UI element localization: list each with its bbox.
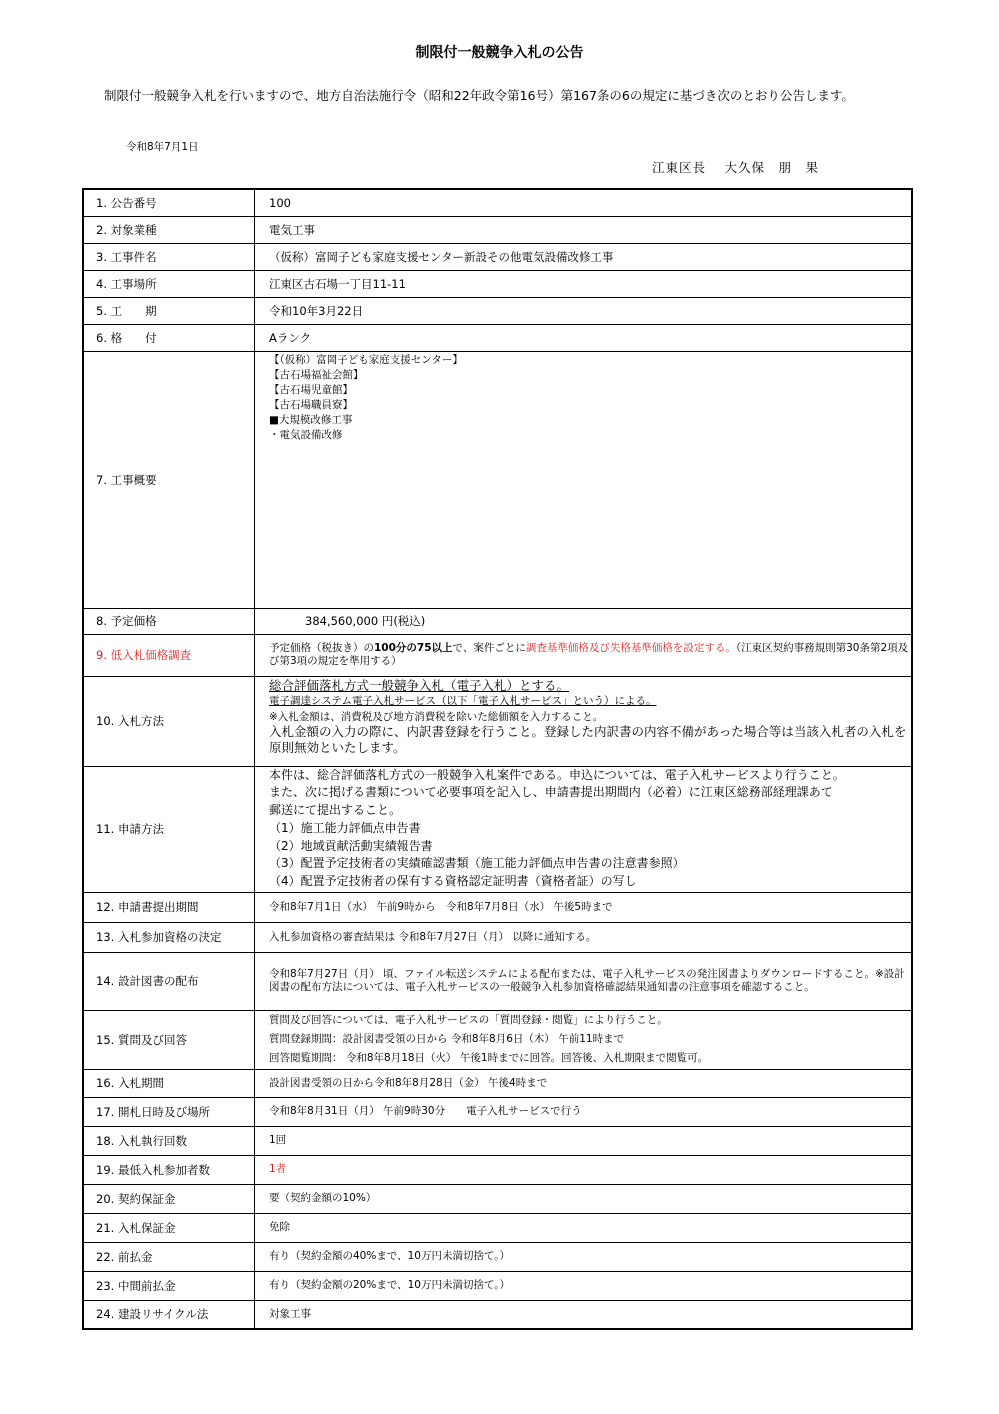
row-notice-number bbox=[83, 189, 912, 216]
row-interim-advance bbox=[83, 1271, 912, 1300]
row-value: 有り（契約金額の40%まで、10万円未満切捨て。） bbox=[255, 1242, 913, 1271]
row-label: 20. 契約保証金 bbox=[83, 1184, 255, 1213]
issuer-name: 江東区長 大久保 朋 果 bbox=[652, 160, 819, 175]
survey-ratio: 100分の75以上 bbox=[374, 642, 453, 654]
outline-line: 【古石場職員寮】 bbox=[269, 398, 353, 411]
row-value: 電気工事 bbox=[255, 216, 913, 243]
row-label: 13. 入札参加資格の決定 bbox=[83, 922, 255, 952]
row-bid-rounds bbox=[83, 1126, 912, 1155]
bid-method-line: 電子調達システム電子入札サービス（以下「電子入札サービス」という）による。 bbox=[269, 695, 657, 707]
row-value: 384,560,000 円(税込) bbox=[255, 608, 913, 634]
row-bid-deposit bbox=[83, 1213, 912, 1242]
row-label: 12. 申請書提出期間 bbox=[83, 892, 255, 922]
questions-line: 質問登録期間：設計図書受領の日から 令和8年8月6日（木） 午前11時まで bbox=[269, 1033, 625, 1045]
row-value: 1回 bbox=[255, 1126, 913, 1155]
row-design-documents bbox=[83, 952, 912, 1010]
bid-method-line: ※入札金額は、消費税及び地方消費税を除いた総価額を入力すること。 bbox=[269, 711, 604, 723]
row-opening bbox=[83, 1097, 912, 1126]
row-value: 要（契約金額の10%） bbox=[255, 1184, 913, 1213]
row-value: 設計図書受領の日から令和8年8月28日（金） 午後4時まで bbox=[255, 1069, 913, 1097]
row-label: 6. 格 付 bbox=[83, 324, 255, 351]
row-value bbox=[255, 676, 913, 766]
questions-line: 回答閲覧期間： 令和8年8月18日（火） 午後1時までに回答。回答後、入札期限まで閲覧可。 bbox=[269, 1052, 709, 1064]
row-value: 入札参加資格の審査結果は 令和8年7月27日（月） 以降に通知する。 bbox=[255, 922, 913, 952]
row-submission-period bbox=[83, 892, 912, 922]
row-label: 15. 質問及び回答 bbox=[83, 1010, 255, 1069]
row-bid-period bbox=[83, 1069, 912, 1097]
outline-line: 【古石場児童館】 bbox=[269, 383, 353, 396]
application-line: （4）配置予定技術者の保有する資格認定証明書（資格者証）の写し bbox=[269, 874, 637, 889]
row-label: 7. 工事概要 bbox=[83, 351, 255, 608]
row-label: 14. 設計図書の配布 bbox=[83, 952, 255, 1010]
application-line: （1）施工能力評価点申告書 bbox=[269, 820, 421, 835]
survey-text: 予定価格（税抜き）の bbox=[269, 642, 374, 654]
announcement-date: 令和8年7月1日 bbox=[126, 141, 199, 153]
survey-text: （江東区契約事務規則第30条第2項及び第3項の規定を準用する） bbox=[269, 642, 909, 667]
row-label: 23. 中間前払金 bbox=[83, 1271, 255, 1300]
survey-text: で、案件ごとに bbox=[452, 642, 526, 654]
row-label: 17. 開札日時及び場所 bbox=[83, 1097, 255, 1126]
row-label: 2. 対象業種 bbox=[83, 216, 255, 243]
row-location bbox=[83, 270, 912, 297]
row-label: 19. 最低入札参加者数 bbox=[83, 1155, 255, 1184]
row-outline bbox=[83, 351, 912, 608]
row-value bbox=[255, 766, 913, 892]
survey-emphasis: 調査基準価格及び失格基準価格を設定する。 bbox=[525, 642, 736, 654]
row-min-bidders bbox=[83, 1155, 912, 1184]
outline-line: ・電気設備改修 bbox=[269, 428, 343, 441]
intro-text: 制限付一般競争入札を行いますので、地方自治法施行令（昭和22年政令第16号）第167条の6の規定に基づき次のとおり公告します。 bbox=[104, 88, 854, 103]
row-value: （仮称）富岡子ども家庭支援センター新設その他電気設備改修工事 bbox=[255, 243, 913, 270]
announcement-table bbox=[82, 188, 913, 1330]
outline-line: 【古石場福祉会館】 bbox=[269, 368, 364, 381]
row-estimated-price bbox=[83, 608, 912, 634]
row-value: Aランク bbox=[255, 324, 913, 351]
row-value bbox=[255, 1010, 913, 1069]
application-line: 本件は、総合評価落札方式の一般競争入札案件である。申込については、電子入札サービスより行うこと。 bbox=[269, 767, 845, 782]
row-value: 江東区古石場一丁目11-11 bbox=[255, 270, 913, 297]
questions-line: 質問及び回答については、電子入札サービスの「質問登録・閲覧」により行うこと。 bbox=[269, 1014, 668, 1026]
row-questions bbox=[83, 1010, 912, 1069]
row-label: 21. 入札保証金 bbox=[83, 1213, 255, 1242]
row-label: 9. 低入札価格調査 bbox=[83, 634, 255, 676]
row-rank bbox=[83, 324, 912, 351]
row-value: 令和8年8月31日（月） 午前9時30分 電子入札サービスで行う bbox=[255, 1097, 913, 1126]
row-bid-method bbox=[83, 676, 912, 766]
row-label: 4. 工事場所 bbox=[83, 270, 255, 297]
application-line: また、次に掲げる書類について必要事項を記入し、申請書提出期間内（必着）に江東区総務部経理課あて bbox=[269, 785, 833, 800]
row-label: 18. 入札執行回数 bbox=[83, 1126, 255, 1155]
page-title: 制限付一般競争入札の公告 bbox=[415, 45, 584, 61]
row-advance-payment bbox=[83, 1242, 912, 1271]
application-line: （3）配置予定技術者の実績確認書類（施工能力評価点申告書の注意書参照） bbox=[269, 856, 685, 871]
row-value: 令和10年3月22日 bbox=[255, 297, 913, 324]
row-label: 24. 建設リサイクル法 bbox=[83, 1300, 255, 1329]
outline-line: 【（仮称）富岡子ども家庭支援センター】 bbox=[269, 353, 463, 366]
row-period bbox=[83, 297, 912, 324]
row-value: 100 bbox=[255, 189, 913, 216]
row-value: 対象工事 bbox=[255, 1300, 913, 1329]
row-label: 1. 公告番号 bbox=[83, 189, 255, 216]
row-eligibility-decision bbox=[83, 922, 912, 952]
row-label: 8. 予定価格 bbox=[83, 608, 255, 634]
row-value: 令和8年7月1日（水） 午前9時から 令和8年7月8日（水） 午後5時まで bbox=[255, 892, 913, 922]
row-label: 3. 工事件名 bbox=[83, 243, 255, 270]
row-value: 令和8年7月27日（月） 頃、ファイル転送システムによる配布または、電子入札サービスの発注図書よりダウンロードすること。※設計図書の配布方法については、電子入札サービスの一般競争入札参加資格確認結果通知書の注意事項を確認すること。 bbox=[255, 952, 913, 1010]
row-label: 5. 工 期 bbox=[83, 297, 255, 324]
application-line: 郵送にて提出すること。 bbox=[269, 803, 402, 818]
row-label: 10. 入札方法 bbox=[83, 676, 255, 766]
row-label: 11. 申請方法 bbox=[83, 766, 255, 892]
row-value: 1者 bbox=[255, 1155, 913, 1184]
row-industry bbox=[83, 216, 912, 243]
row-label: 16. 入札期間 bbox=[83, 1069, 255, 1097]
row-value: 有り（契約金額の20%まで、10万円未満切捨て。） bbox=[255, 1271, 913, 1300]
row-value bbox=[255, 634, 913, 676]
row-application-method bbox=[83, 766, 912, 892]
bid-method-line: 入札金額の入力の際に、内訳書登録を行うこと。登録した内訳書の内容不備があった場合等は当該入札者の入札を原則無効といたします。 bbox=[269, 724, 907, 755]
row-recycling-law bbox=[83, 1300, 912, 1329]
row-value bbox=[255, 351, 913, 608]
row-low-bid-survey bbox=[83, 634, 912, 676]
outline-line: ■大規模改修工事 bbox=[269, 413, 353, 426]
application-line: （2）地域貢献活動実績報告書 bbox=[269, 838, 433, 853]
row-project-name bbox=[83, 243, 912, 270]
row-label: 22. 前払金 bbox=[83, 1242, 255, 1271]
bid-method-line: 総合評価落札方式一般競争入札（電子入札）とする。 bbox=[269, 677, 570, 693]
row-value: 免除 bbox=[255, 1213, 913, 1242]
row-contract-deposit bbox=[83, 1184, 912, 1213]
